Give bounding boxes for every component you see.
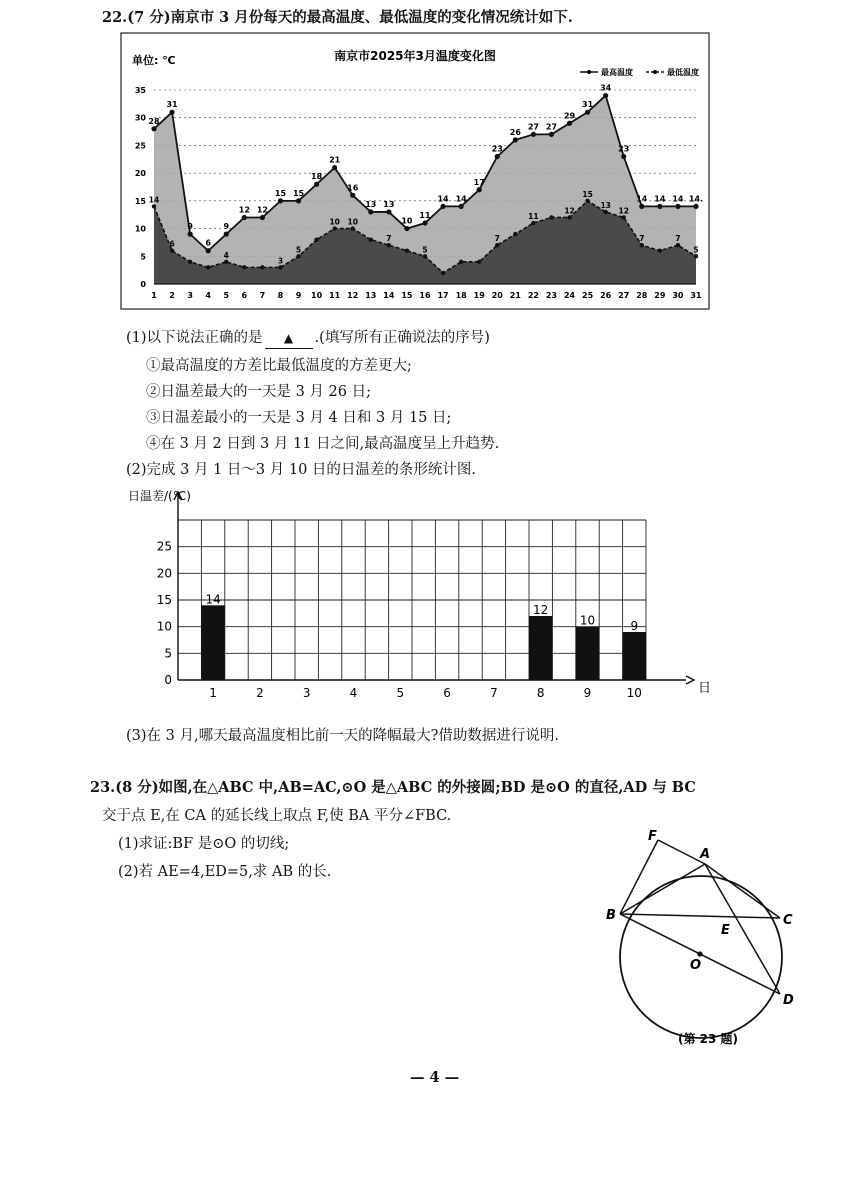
- x-tick-label: 21: [509, 291, 521, 300]
- high-temp-label: 14: [437, 194, 449, 204]
- high-temp-point: [386, 209, 391, 214]
- high-temp-label: 18: [311, 172, 323, 182]
- low-temp-point: [603, 210, 607, 214]
- x-tick-label: 1: [151, 291, 157, 300]
- q23-line2: 交于点 E,在 CA 的延长线上取点 F,使 BA 平分∠FBC.: [102, 808, 452, 824]
- high-temp-label: 10: [401, 216, 413, 226]
- high-temp-point: [332, 165, 337, 170]
- low-temp-point: [242, 265, 246, 269]
- low-temp-point: [495, 243, 499, 247]
- daily-range-bar-chart: [120, 484, 712, 704]
- low-temp-point: [296, 254, 300, 258]
- low-temp-point: [658, 249, 662, 253]
- low-temp-label: 5: [693, 245, 699, 255]
- q22-part1: [126, 328, 490, 349]
- answer-blank: [265, 328, 313, 349]
- high-temp-label: 28: [148, 116, 160, 126]
- label-A: A: [700, 847, 711, 862]
- x-tick-label: 4: [349, 686, 358, 700]
- x-tick-label: 30: [672, 291, 684, 300]
- high-temp-point: [513, 137, 518, 142]
- figure-caption: (第 23 题): [678, 1032, 739, 1046]
- low-temp-point: [351, 226, 355, 230]
- high-temp-label: 9: [187, 222, 193, 232]
- x-tick-label: 19: [473, 291, 485, 300]
- bar-value-label: 14: [205, 592, 221, 607]
- low-temp-point: [423, 254, 427, 258]
- q23-line1: 23.(8 分)如图,在△ABC 中,AB=AC,⊙O 是△ABC 的外接圆;BD 是⊙O 的直径,AD 与 BC: [90, 779, 696, 796]
- chart-title: 南京市2025年3月温度变化图: [334, 49, 496, 63]
- x-tick-label: 14: [383, 291, 395, 300]
- x-tick-label: 2: [256, 686, 264, 700]
- answer-triangle-icon: ▲: [283, 331, 294, 345]
- low-temp-point: [188, 260, 192, 264]
- high-temp-point: [278, 198, 283, 203]
- x-tick-label: 10: [626, 686, 642, 700]
- y-tick-label: 30: [134, 113, 146, 123]
- high-temp-label: 14: [455, 194, 467, 204]
- x-tick-label: 5: [396, 686, 405, 700]
- unit-label: 单位: ℃: [132, 54, 176, 67]
- high-temp-label: 23: [618, 144, 630, 154]
- low-temp-point: [369, 237, 373, 241]
- low-temp-point: [622, 215, 626, 219]
- y-tick-label: 10: [134, 224, 146, 234]
- high-temp-label: 12: [256, 205, 268, 215]
- x-tick-label: 18: [455, 291, 467, 300]
- y-tick-label: 10: [156, 619, 172, 634]
- high-temp-point: [169, 110, 174, 115]
- q23-part1: (1)求证:BF 是⊙O 的切线;: [118, 836, 290, 852]
- high-temp-point: [495, 154, 500, 159]
- x-tick-label: 3: [302, 686, 311, 700]
- segment-AC: [705, 864, 780, 918]
- label-B: B: [606, 908, 616, 923]
- x-tick-label: 27: [618, 291, 630, 300]
- y-tick-label: 5: [164, 646, 172, 661]
- low-temp-point: [585, 199, 589, 203]
- bar: [201, 605, 224, 680]
- low-temp-label: 12: [564, 206, 575, 216]
- x-tick-label: 29: [654, 291, 666, 300]
- low-temp-point: [513, 232, 517, 236]
- high-temp-point: [567, 121, 572, 126]
- high-temp-point: [693, 204, 698, 209]
- x-tick-label: 22: [527, 291, 539, 300]
- x-tick-label: 31: [690, 291, 702, 300]
- high-temp-point: [242, 215, 247, 220]
- high-temp-label: 16: [347, 183, 359, 193]
- low-temp-point: [694, 254, 698, 258]
- high-temp-label: 15: [274, 188, 287, 198]
- high-temp-label: 31: [582, 100, 594, 110]
- high-temp-point: [368, 209, 373, 214]
- x-tick-label: 16: [419, 291, 431, 300]
- circle-geometry-figure: [600, 826, 810, 1048]
- y-tick-label: 20: [134, 169, 146, 179]
- high-temp-point: [459, 204, 464, 209]
- low-temp-point: [332, 226, 336, 230]
- x-tick-label: 28: [636, 291, 648, 300]
- low-temp-point: [206, 265, 210, 269]
- label-O: O: [690, 958, 702, 973]
- y-tick-label: 0: [164, 673, 172, 687]
- x-tick-label: 20: [491, 291, 503, 300]
- temperature-line-chart: [120, 32, 710, 310]
- high-temp-point: [603, 93, 608, 98]
- x-tick-label: 7: [259, 291, 266, 300]
- segment-FA: [658, 840, 705, 864]
- low-temp-point: [170, 249, 174, 253]
- high-temp-point: [657, 204, 662, 209]
- high-temp-label: 34: [600, 83, 612, 93]
- high-temp-label: 31: [166, 100, 178, 110]
- page-number: — 4 —: [410, 1069, 460, 1086]
- legend-label-0: 最高温度: [601, 68, 633, 77]
- x-tick-label: 13: [365, 291, 377, 300]
- high-temp-point: [639, 204, 644, 209]
- low-temp-label: 7: [386, 234, 392, 244]
- x-tick-label: 7: [490, 686, 498, 700]
- low-temp-label: 10: [329, 217, 340, 227]
- bar: [529, 616, 552, 680]
- y-axis-label: 日温差/(℃): [128, 489, 191, 503]
- low-temp-point: [405, 249, 409, 253]
- high-temp-point: [440, 204, 445, 209]
- q23-part2: (2)若 AE=4,ED=5,求 AB 的长.: [118, 864, 332, 880]
- low-temp-point: [278, 265, 282, 269]
- low-temp-point: [477, 260, 481, 264]
- q22-option-1: ①最高温度的方差比最低温度的方差更大;: [146, 358, 412, 374]
- low-temp-label: 7: [494, 234, 500, 244]
- x-tick-label: 25: [582, 291, 594, 300]
- q22-part3: (3)在 3 月,哪天最高温度相比前一天的降幅最大?借助数据进行说明.: [126, 728, 559, 744]
- y-tick-label: 35: [134, 86, 146, 95]
- high-temp-point: [206, 248, 211, 253]
- low-temp-label: 5: [422, 245, 428, 255]
- low-temp-label: 7: [639, 234, 645, 244]
- q22-option-4: ④在 3 月 2 日到 3 月 11 日之间,最高温度呈上升趋势.: [146, 436, 500, 452]
- low-temp-label: 13: [600, 200, 611, 210]
- center-point-O: [697, 951, 702, 956]
- y-tick-label: 15: [156, 593, 172, 607]
- low-temp-point: [567, 215, 571, 219]
- bar-value-label: 10: [579, 613, 596, 628]
- x-tick-label: 5: [223, 291, 230, 300]
- high-temp-label: 14: [654, 194, 666, 204]
- high-temp-label: 27: [545, 122, 558, 132]
- low-temp-point: [314, 237, 318, 241]
- high-temp-label: 14: [636, 194, 648, 204]
- x-tick-label: 6: [443, 686, 451, 700]
- x-tick-label: 26: [600, 291, 612, 300]
- high-temp-point: [477, 187, 482, 192]
- bar: [623, 632, 646, 680]
- high-temp-label: 13: [365, 199, 377, 209]
- low-temp-point: [531, 221, 535, 225]
- legend-marker-0: [587, 70, 591, 74]
- high-temp-point: [549, 132, 554, 137]
- low-temp-label: 3: [277, 256, 284, 266]
- bar-value-label: 9: [630, 619, 639, 633]
- high-temp-label: 23: [491, 144, 503, 154]
- y-tick-label: 25: [134, 141, 146, 151]
- high-temp-label: 27: [527, 122, 539, 132]
- low-temp-point: [224, 260, 228, 264]
- low-temp-label: 10: [347, 217, 358, 227]
- high-temp-point: [621, 154, 626, 159]
- high-temp-label: 12: [238, 205, 250, 215]
- high-temp-point: [260, 215, 265, 220]
- low-temp-point: [387, 243, 391, 247]
- x-tick-label: 12: [347, 291, 359, 300]
- x-tick-label: 8: [536, 686, 545, 700]
- low-temp-point: [152, 204, 156, 208]
- high-temp-label: 11: [419, 211, 431, 221]
- x-tick-label: 3: [187, 291, 193, 300]
- q22-part1-lead: (1)以下说法正确的是: [126, 330, 263, 346]
- high-temp-label: 17: [473, 177, 485, 187]
- label-F: F: [648, 829, 657, 844]
- low-temp-label: 14: [148, 195, 160, 205]
- low-temp-label: 15: [582, 189, 593, 199]
- high-temp-point: [531, 132, 536, 137]
- high-temp-point: [422, 220, 427, 225]
- label-E: E: [721, 923, 730, 938]
- low-temp-point: [549, 215, 553, 219]
- high-temp-label: 21: [329, 155, 341, 165]
- low-temp-label: 5: [295, 245, 302, 255]
- x-tick-label: 15: [401, 291, 413, 300]
- x-axis-arrow-icon: [686, 676, 694, 684]
- x-tick-label: 2: [169, 291, 175, 300]
- x-tick-label: 24: [563, 291, 576, 300]
- q22-option-3: ③日温差最小的一天是 3 月 4 日和 3 月 15 日;: [146, 410, 452, 426]
- high-temp-point: [585, 110, 590, 115]
- high-temp-point: [296, 198, 301, 203]
- bar: [576, 627, 599, 680]
- q22-option-2: ②日温差最大的一天是 3 月 26 日;: [146, 384, 371, 400]
- high-temp-point: [224, 232, 229, 237]
- low-temp-label: 6: [169, 239, 175, 249]
- high-temp-label: 26: [509, 127, 521, 137]
- low-temp-label: 7: [675, 234, 681, 244]
- q22-part2: (2)完成 3 月 1 日～3 月 10 日的日温差的条形统计图.: [126, 462, 477, 478]
- low-temp-point: [640, 243, 644, 247]
- high-temp-label: 14: [672, 194, 684, 204]
- y-tick-label: 0: [140, 280, 146, 289]
- x-tick-label: 8: [277, 291, 284, 300]
- legend-marker-1: [653, 70, 657, 74]
- x-tick-label: 6: [241, 291, 248, 300]
- x-tick-label: 9: [583, 686, 592, 700]
- high-temp-label: 15: [292, 188, 305, 198]
- high-temp-point: [675, 204, 680, 209]
- high-temp-point: [404, 226, 409, 231]
- low-temp-point: [676, 243, 680, 247]
- high-temp-label: 9: [223, 222, 230, 232]
- label-C: C: [783, 913, 793, 928]
- high-temp-label: 6: [205, 238, 211, 248]
- label-D: D: [783, 993, 794, 1008]
- low-temp-point: [441, 271, 445, 275]
- high-temp-point: [188, 232, 193, 237]
- x-tick-label: 1: [209, 686, 217, 700]
- y-tick-label: 5: [140, 252, 146, 262]
- high-temp-label: 29: [563, 111, 576, 121]
- high-temp-point: [350, 193, 355, 198]
- y-tick-label: 20: [156, 566, 172, 581]
- segment-BC: [620, 914, 780, 918]
- x-tick-label: 17: [437, 291, 449, 300]
- x-tick-label: 11: [329, 291, 341, 300]
- y-tick-label: 25: [156, 539, 172, 554]
- q22-part1-tail: .(填写所有正确说法的序号): [314, 330, 490, 346]
- bar-value-label: 12: [533, 603, 549, 617]
- x-tick-label: 23: [545, 291, 558, 300]
- x-axis-label: 日: [698, 681, 712, 696]
- low-temp-point: [459, 260, 463, 264]
- high-temp-point: [151, 126, 156, 131]
- low-temp-label: 4: [223, 250, 229, 260]
- low-temp-point: [260, 265, 264, 269]
- q22-heading: 22.(7 分)南京市 3 月份每天的最高温度、最低温度的变化情况统计如下.: [102, 9, 573, 26]
- x-tick-label: 9: [295, 291, 302, 300]
- x-tick-label: 10: [311, 291, 323, 300]
- high-temp-label: 13: [383, 199, 395, 209]
- high-temp-point: [314, 182, 319, 187]
- legend-label-1: 最低温度: [667, 68, 699, 77]
- high-temp-label: 14.: [688, 194, 704, 204]
- y-tick-label: 15: [134, 196, 146, 206]
- low-temp-label: 12: [618, 206, 629, 216]
- low-temp-label: 11: [528, 212, 539, 222]
- x-tick-label: 4: [205, 291, 211, 300]
